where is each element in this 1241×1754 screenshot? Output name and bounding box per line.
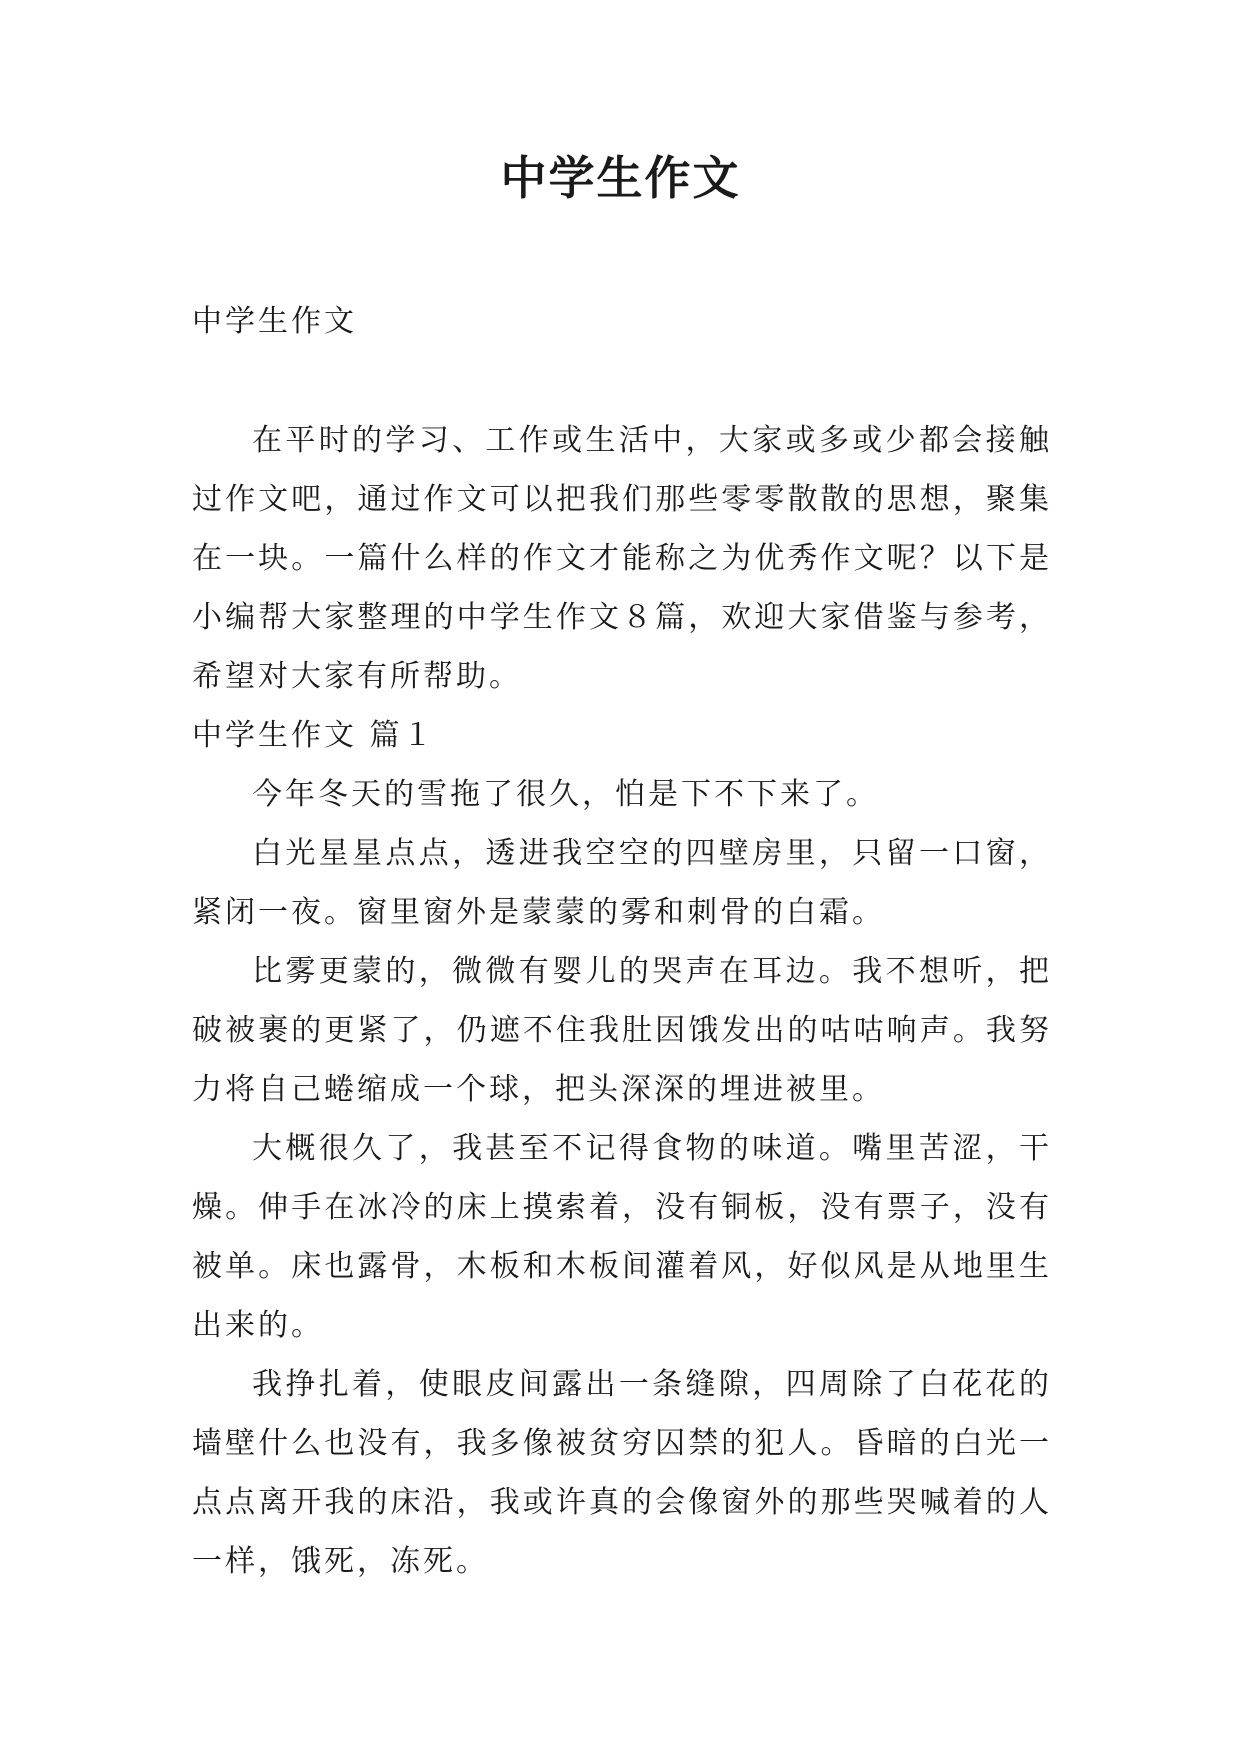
body-paragraph: 比雾更蒙的，微微有婴儿的哭声在耳边。我不想听，把破被裹的更紧了，仍遮不住我肚因饿发出的咕咕响声。我努力将自己蜷缩成一个球，把头深深的埋进被里。 (192, 954, 1052, 1107)
body-paragraph: 今年冬天的雪拖了很久，怕是下不下来了。 (252, 777, 879, 812)
body-paragraph: 我挣扎着，使眼皮间露出一条缝隙，四周除了白花花的墙壁什么也没有，我多像被贫穷囚禁的犯人。昏暗的白光一点点离开我的床沿，我或许真的会像窗外的那些哭喊着的人一样，饿死，冻死。 (192, 1367, 1052, 1579)
document-body (192, 292, 1052, 1591)
document-subtitle: 中学生作文 (192, 304, 357, 339)
body-paragraph: 大概很久了，我甚至不记得食物的味道。嘴里苦涩，干燥。伸手在冰冷的床上摸索着，没有铜板，没有票子，没有被单。床也露骨，木板和木板间灌着风，好似风是从地里生出来的。 (192, 1131, 1052, 1343)
intro-paragraph: 在平时的学习、工作或生活中，大家或多或少都会接触过作文吧，通过作文可以把我们那些零零散散的思想，聚集在一块。一篇什么样的作文才能称之为优秀作文呢？以下是小编帮大家整理的中学生作文８篇，欢迎大家借鉴与参考，希望对大家有所帮助。 (192, 423, 1052, 694)
section-heading: 中学生作文 篇１ (192, 718, 436, 753)
body-paragraph: 白光星星点点，透进我空空的四壁房里，只留一口窗，紧闭一夜。窗里窗外是蒙蒙的雾和刺骨的白霜。 (192, 836, 1052, 930)
document-title: 中学生作文 (500, 151, 741, 205)
